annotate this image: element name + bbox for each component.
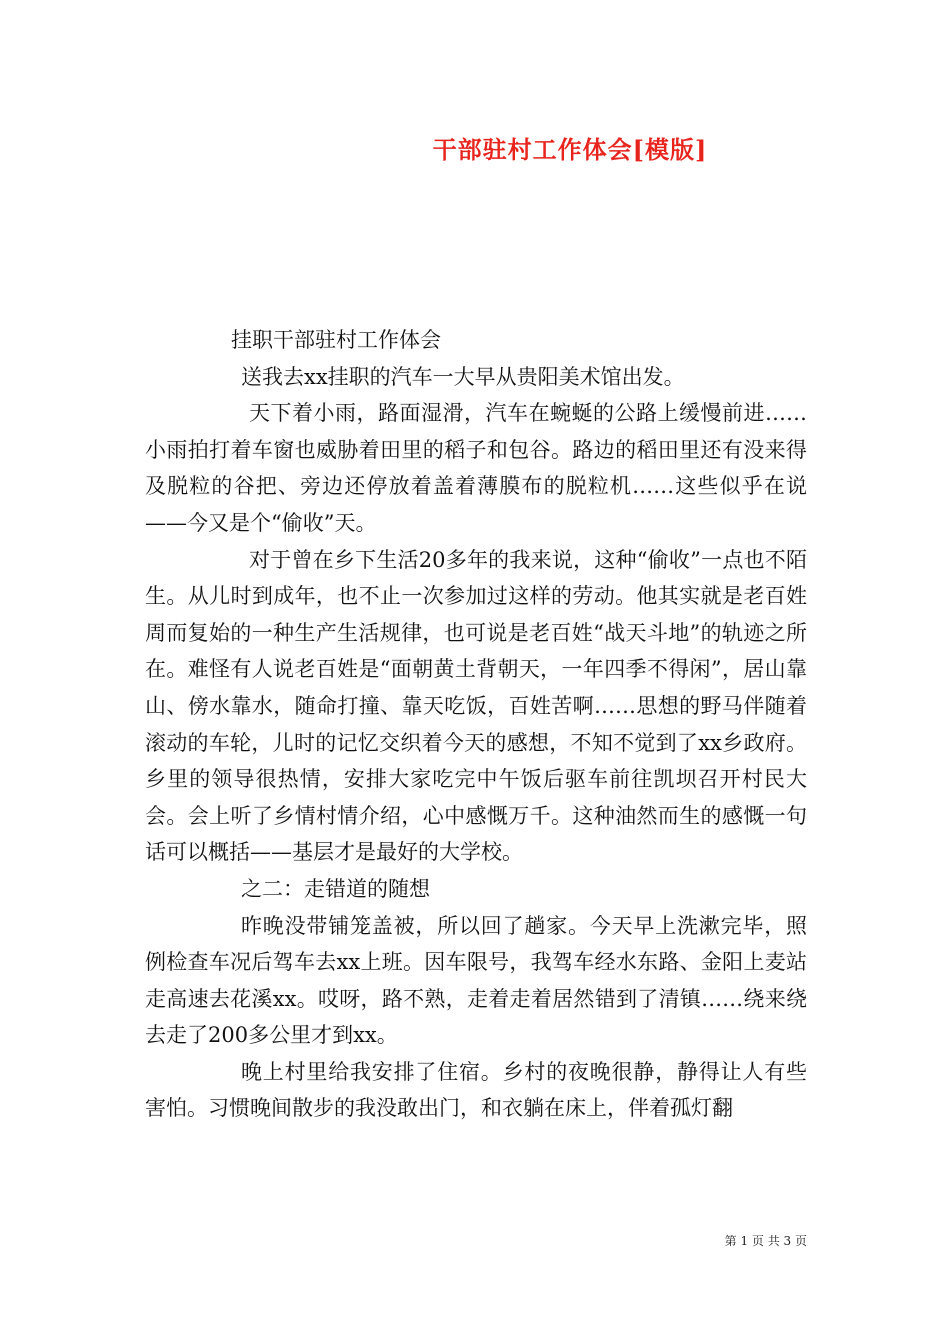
- paragraph: 天下着小雨，路面湿滑，汽车在蜿蜒的公路上缓慢前进……小雨拍打着车窗也威胁着田里的稻子和包谷。路边的稻田里还有没来得及脱粒的谷把、旁边还停放着盖着薄膜布的脱粒机……这些似乎在说——今又是个“偷收”天。: [145, 401, 807, 535]
- document-title: 干部驻村工作体会[模版]: [432, 135, 708, 164]
- paragraph: 对于曾在乡下生活20多年的我来说，这种“偷收”一点也不陌生。从儿时到成年，也不止一次参加过这样的劳动。他其实就是老百姓周而复始的一种生产生活规律，也可说是老百姓“战天斗地”的轨迹之所在。难怪有人说老百姓是“面朝黄土背朝天，一年四季不得闲”，居山靠山、傍水靠水，随命打撞、靠天吃饭，百姓苦啊……思想的野马伴随着滚动的车轮，儿时的记忆交织着今天的感想，不知不觉到了xx乡政府。乡里的领导很热情，安排大家吃完中午饭后驱车前往凯坝召开村民大会。会上听了乡情村情介绍，心中感慨万千。这种油然而生的感慨一句话可以概括——基层才是最好的大学校。: [145, 547, 807, 865]
- paragraph: 晚上村里给我安排了住宿。乡村的夜晚很静，静得让人有些害怕。习惯晚间散步的我没敢出门，和衣躺在床上，伴着孤灯翻: [145, 1059, 807, 1121]
- section-subtitle: 挂职干部驻村工作体会: [231, 328, 441, 352]
- paragraph: 送我去xx挂职的汽车一大早从贵阳美术馆出发。: [241, 364, 685, 389]
- page-footer: 第 1 页 共 3 页: [724, 1234, 807, 1248]
- paragraph: 昨晚没带铺笼盖被，所以回了趟家。今天早上洗漱完毕，照例检查车况后驾车去xx上班。因车限号，我驾车经水东路、金阳上麦站走高速去花溪xx。哎呀，路不熟，走着走着居然错到了清镇……绕来绕去走了200多公里才到xx。: [145, 913, 807, 1048]
- section-heading: 之二：走错道的随想: [241, 876, 430, 901]
- document-body: [145, 322, 807, 1127]
